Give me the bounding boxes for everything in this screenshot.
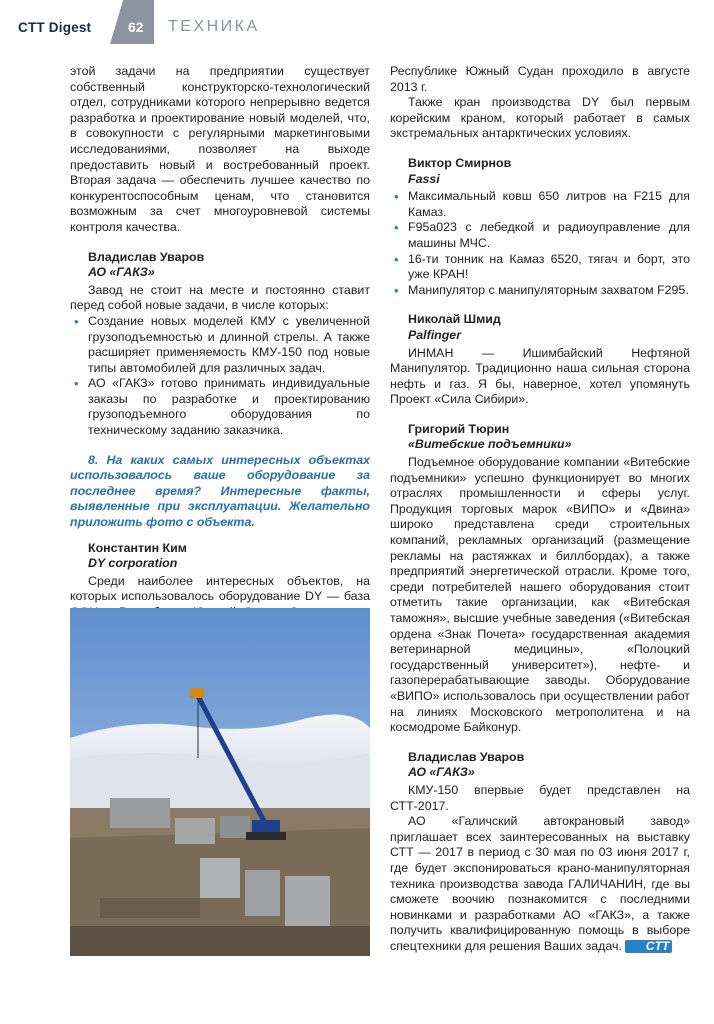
paragraph [390,814,690,954]
company-name: DY corporation [88,556,178,571]
page-header [0,0,714,52]
ctt-end-logo: CTT [625,940,672,953]
list-item: • АО «ГАКЗ» готово принимать индивидуальные заказы по разработке и проектированию грузоподъемного оборудования по техническому заданию заказчика. [88,376,370,438]
section-title: ТЕХНИКА [168,18,260,35]
list-item: • F95a023 с лебедкой и радиоуправление для машины МЧС. [408,220,690,251]
paragraph: ИНМАН — Ишимбайский Нефтяной Манипулятор. Традиционно наша сильная сторона нефть и газ. Я бы, наверное, хотел упомянуть Проект «Сила Сибири». [390,345,690,407]
author-name: Владислав Уваров [408,749,525,764]
company-name: «Витебские подъемники» [408,437,572,452]
paragraph: Завод не стоит на месте и постоянно ставит перед собой новые задачи, в числе которых: [70,282,370,313]
author-name: Григорий Тюрин [408,421,510,436]
crane-site-photo [70,608,370,956]
list-item: • Создание новых моделей КМУ с увеличенной грузоподъемностью и длинной стрелы. А также расширяет применяемость КМУ-150 под новые типы автомобилей для различных задач. [88,314,370,376]
company-name: Palfinger [408,327,462,342]
company-name: АО «ГАКЗ» [88,265,155,280]
company-name: АО «ГАКЗ» [408,765,475,780]
bullet-list [390,189,690,298]
company-name: Fassi [408,171,440,186]
author-name: Константин Ким [88,540,187,555]
author-name: Николай Шмид [408,312,501,327]
paragraph: этой задачи на предприятии существует собственный конструкторско-технологический отдел, сотрудниками которого непрерывно ведется разработка и проектирование новый моделей, что, в совокупности с регулярными маркетинговыми исследованиями, позволяет на выходе предоставить новый и востребованный проект. Вторая задача — обеспечить лучшее качество по конкурентоспособным ценам, что становится возможным за счет многоуровневой системы контроля качества. [70,64,370,234]
left-column [70,64,370,636]
page-number: 62 [128,19,144,35]
list-item: • Максимальный ковш 650 литров на F215 для Камаз. [408,189,690,220]
paragraph-text: АО «Галичский автокрановый завод» приглашает всех заинтересованных на выставку СТТ — 2017 в период с 30 мая по 03 июня 2017 г, где будет экспонироваться крано-манипуляторная техника производства завода ГАЛИЧАНИН, где вы сможете воочию познакомится с последними новинками и разработками АО «ГАКЗ», а также получить квалифицированную помощь в выборе спецтехники для решения Ваших задач. [390,814,690,953]
author-name: Виктор Смирнов [408,155,512,170]
paragraph: Республике Южный Судан проходило в августе 2013 г. [390,64,690,94]
bullet-list [70,314,370,439]
author-name: Владислав Уваров [88,249,205,264]
right-column [390,64,690,954]
paragraph: Подъемное оборудование компании «Витебские подъемники» успешно функционирует во многих отраслях промышленности и сферы услуг. Продукция торговых марок «ВИПО» и «Двина» широко представлена среди строительных компаний, рекламных организаций (размещение рекламы на растяжках и биллбордах), а также предприятий энергетической отрасли. Кроме того, среди потребителей нашего оборудования стоит отметить такие организации, как «Витебская таможня», высшие учебные заведения («Витебская ордена «Знак Почета» государственная академия ветеринарной медицины», «Полоцкий государственный университет»), нефте- и газоперерабатывающие заводы. Оборудование «ВИПО» использовалось при осуществлении работ на линиях Московского метрополитена и на космодроме Байконур. [390,455,690,735]
list-item: • 16-ти тонник на Камаз 6520, тягач и борт, это уже КРАН! [408,252,690,283]
list-item: • Манипулятор с манипуляторным захватом F295. [408,283,690,299]
interview-question: 8. На каких самых интересных объектах использовалось ваше оборудование за последнее время? Интересные факты, выявленные при эксплуатации. Желательно приложить фото с объекта. [70,452,370,530]
paragraph: Также кран производства DY был первым корейским краном, который работает в самых экстремальных антарктических условиях. [390,95,690,141]
paragraph: Среди наиболее интересных объектов, на которых использовалось оборудование DY — база [70,573,370,604]
magazine-brand: CTT Digest [18,20,92,35]
paragraph: КМУ-150 впервые будет представлен на СТТ-2017. [390,782,690,813]
